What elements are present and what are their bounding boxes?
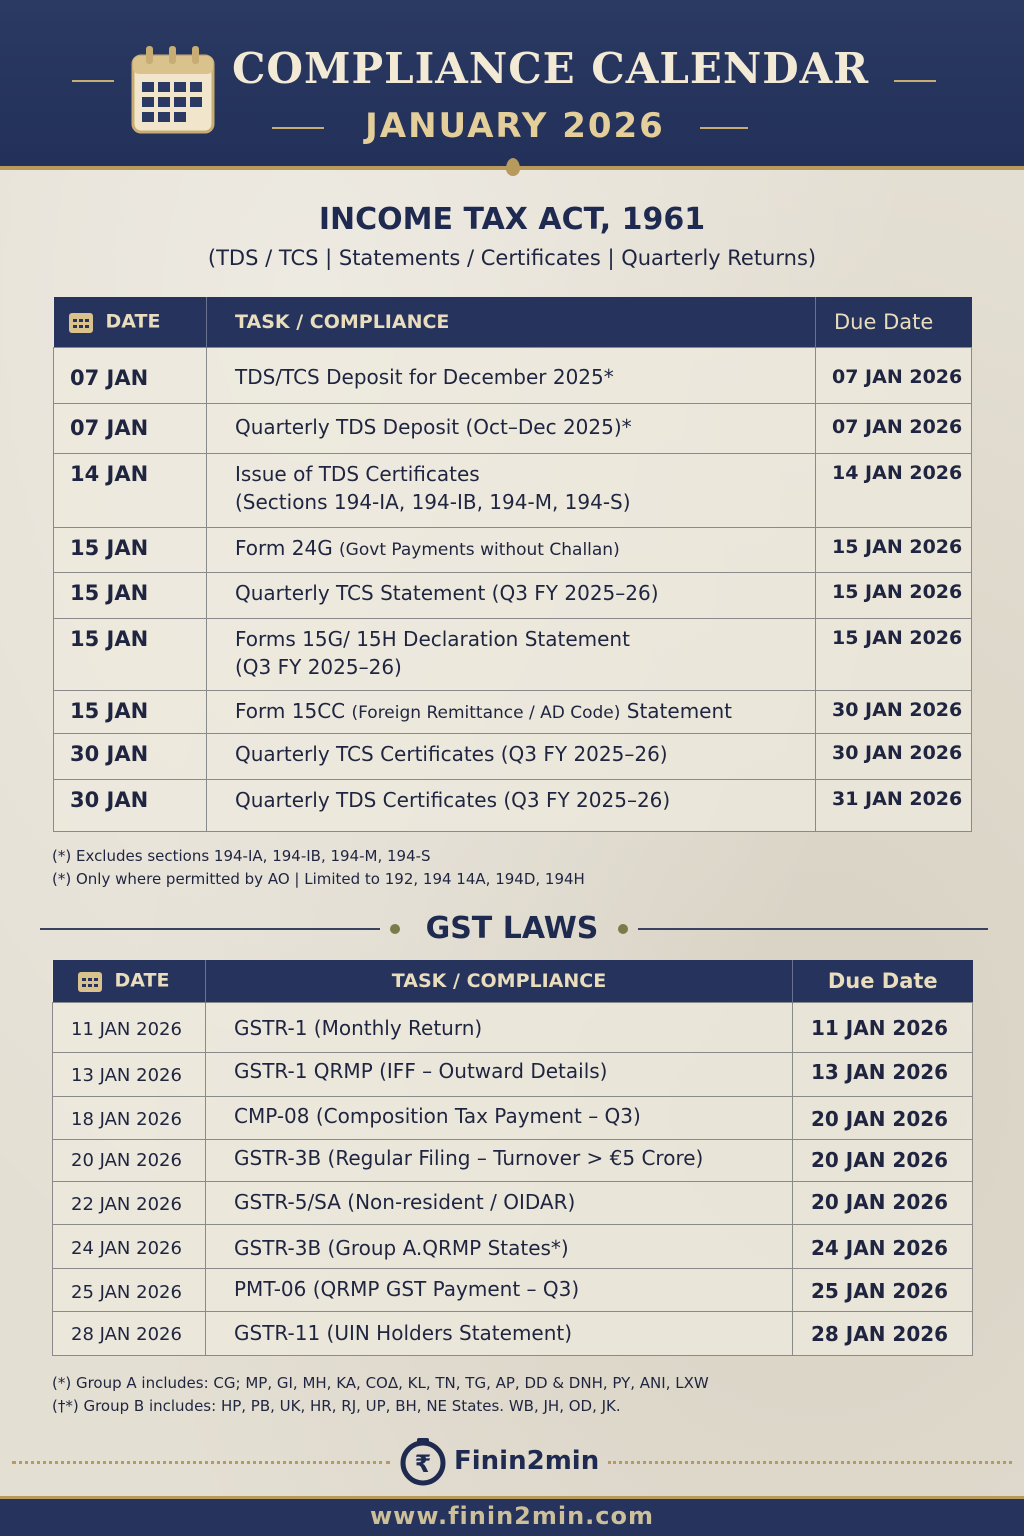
row-due-date: 15 JAN 2026 bbox=[816, 618, 972, 690]
gst-divider-right bbox=[638, 928, 988, 930]
row-due-date: 30 JAN 2026 bbox=[816, 690, 972, 733]
table-row bbox=[54, 403, 972, 453]
header-drop-ornament bbox=[506, 158, 520, 176]
row-due-date: 28 JAN 2026 bbox=[793, 1311, 973, 1355]
header-rule-right bbox=[894, 80, 936, 82]
row-task: Quarterly TCS Statement (Q3 FY 2025–26) bbox=[207, 572, 816, 618]
row-task-note: (Govt Payments without Challan) bbox=[339, 539, 620, 560]
page-title: COMPLIANCE CALENDAR bbox=[232, 44, 870, 93]
table-row bbox=[53, 1268, 973, 1311]
row-date: 13 JAN 2026 bbox=[53, 1052, 206, 1096]
row-task bbox=[207, 527, 816, 572]
row-task-suffix: Statement bbox=[626, 698, 732, 723]
table-row bbox=[53, 1311, 973, 1355]
row-task: GSTR-11 (UIN Holders Statement) bbox=[206, 1311, 793, 1355]
row-due-date: 15 JAN 2026 bbox=[816, 572, 972, 618]
header-rule-left bbox=[72, 80, 114, 82]
brand-name: Finin2min bbox=[454, 1446, 600, 1476]
row-date: 07 JAN bbox=[54, 347, 207, 403]
row-task: GSTR-1 (Monthly Return) bbox=[206, 1002, 793, 1052]
row-due-date: 11 JAN 2026 bbox=[793, 1002, 973, 1052]
income-tax-title: INCOME TAX ACT, 1961 bbox=[318, 202, 706, 237]
row-date: 07 JAN bbox=[54, 403, 207, 453]
table-row bbox=[53, 1224, 973, 1268]
footnote: (*) Excludes sections 194-IA, 194-IB, 194-M, 194-S bbox=[52, 847, 431, 865]
row-date: 30 JAN bbox=[54, 779, 207, 831]
subtitle-rule-right bbox=[700, 127, 748, 129]
row-due-date: 14 JAN 2026 bbox=[816, 453, 972, 527]
row-due-date: 24 JAN 2026 bbox=[793, 1224, 973, 1268]
row-task: Quarterly TDS Deposit (Oct–Dec 2025)* bbox=[207, 403, 816, 453]
table-row bbox=[53, 1139, 973, 1181]
table-row bbox=[54, 779, 972, 831]
row-date: 14 JAN bbox=[54, 453, 207, 527]
row-task-main: Form 24G bbox=[235, 535, 333, 560]
income-tax-table bbox=[53, 297, 972, 832]
row-task-note: (Foreign Remittance / AD Code) bbox=[351, 702, 621, 723]
column-header-date bbox=[54, 297, 207, 347]
table-row bbox=[54, 453, 972, 527]
gst-notes bbox=[52, 1372, 709, 1418]
column-header-date bbox=[53, 960, 206, 1002]
row-date: 18 JAN 2026 bbox=[53, 1096, 206, 1139]
row-task: GSTR-5/SA (Non-resident / OIDAR) bbox=[206, 1181, 793, 1224]
column-header-task: TASK / COMPLIANCE bbox=[207, 297, 816, 347]
calendar-icon bbox=[130, 44, 216, 134]
column-label: DATE bbox=[114, 969, 170, 992]
row-task-line: Issue of TDS Certificates bbox=[235, 461, 480, 486]
row-due-date: 07 JAN 2026 bbox=[816, 347, 972, 403]
row-due-date: 20 JAN 2026 bbox=[793, 1139, 973, 1181]
subtitle-rule-left bbox=[272, 127, 324, 129]
finin2min-logo-icon bbox=[398, 1436, 448, 1486]
row-task: PMT-06 (QRMP GST Payment – Q3) bbox=[206, 1268, 793, 1311]
table-row bbox=[54, 572, 972, 618]
footnote: (*) Only where permitted by AO | Limited to 192, 194 14A, 194D, 194H bbox=[52, 870, 585, 888]
table-row bbox=[53, 1052, 973, 1096]
row-date: 22 JAN 2026 bbox=[53, 1181, 206, 1224]
table-header-row bbox=[53, 960, 973, 1002]
table-row bbox=[53, 1181, 973, 1224]
row-task: Quarterly TDS Certificates (Q3 FY 2025–26) bbox=[207, 779, 816, 831]
footnote: (*) Group A includes: CG; MP, GI, MH, KA, COΔ, KL, TN, TG, AP, DD & DNH, PY, ANI, LXW bbox=[52, 1374, 709, 1392]
row-date: 15 JAN bbox=[54, 527, 207, 572]
row-task: CMP-08 (Composition Tax Payment – Q3) bbox=[206, 1096, 793, 1139]
footnote: (†*) Group B includes: HP, PB, UK, HR, RJ, UP, BH, NE States. WB, JH, OD, JK. bbox=[52, 1397, 621, 1415]
row-task: TDS/TCS Deposit for December 2025* bbox=[207, 347, 816, 403]
income-tax-notes bbox=[52, 845, 585, 891]
row-due-date: 20 JAN 2026 bbox=[793, 1181, 973, 1224]
row-task bbox=[207, 618, 816, 690]
calendar-icon bbox=[68, 310, 94, 334]
row-date: 25 JAN 2026 bbox=[53, 1268, 206, 1311]
row-task bbox=[207, 690, 816, 733]
table-row bbox=[53, 1002, 973, 1052]
row-date: 30 JAN bbox=[54, 733, 207, 779]
row-task-line: (Sections 194-IA, 194-IB, 194-M, 194-S) bbox=[235, 489, 631, 514]
row-date: 11 JAN 2026 bbox=[53, 1002, 206, 1052]
row-date: 20 JAN 2026 bbox=[53, 1139, 206, 1181]
gst-divider-dot-right bbox=[618, 924, 628, 934]
row-date: 15 JAN bbox=[54, 618, 207, 690]
row-task-main: Form 15CC bbox=[235, 698, 346, 723]
logo-rupee-symbol: ₹ bbox=[414, 1450, 432, 1478]
table-header-row bbox=[54, 297, 972, 347]
calendar-icon bbox=[77, 969, 103, 993]
row-task: Quarterly TCS Certificates (Q3 FY 2025–26) bbox=[207, 733, 816, 779]
brand-dotted-rule-left bbox=[12, 1461, 390, 1464]
row-due-date: 31 JAN 2026 bbox=[816, 779, 972, 831]
row-date: 15 JAN bbox=[54, 572, 207, 618]
table-row bbox=[54, 733, 972, 779]
row-due-date: 15 JAN 2026 bbox=[816, 527, 972, 572]
row-due-date: 30 JAN 2026 bbox=[816, 733, 972, 779]
gst-title: GST LAWS bbox=[425, 911, 599, 946]
footer-website-link[interactable]: www.finin2min.com bbox=[369, 1502, 655, 1530]
table-row bbox=[53, 1096, 973, 1139]
row-date: 15 JAN bbox=[54, 690, 207, 733]
row-due-date: 13 JAN 2026 bbox=[793, 1052, 973, 1096]
column-header-due: Due Date bbox=[816, 297, 972, 347]
row-task bbox=[207, 453, 816, 527]
column-header-due: Due Date bbox=[793, 960, 973, 1002]
page-subtitle: JANUARY 2026 bbox=[365, 106, 665, 146]
column-header-task: TASK / COMPLIANCE bbox=[206, 960, 793, 1002]
table-row bbox=[54, 690, 972, 733]
column-label: DATE bbox=[105, 310, 161, 333]
row-due-date: 25 JAN 2026 bbox=[793, 1268, 973, 1311]
income-tax-subtitle: (TDS / TCS | Statements / Certificates | Quarterly Returns) bbox=[207, 246, 817, 270]
table-row bbox=[54, 347, 972, 403]
row-due-date: 20 JAN 2026 bbox=[793, 1096, 973, 1139]
brand-dotted-rule-right bbox=[608, 1461, 1012, 1464]
row-date: 24 JAN 2026 bbox=[53, 1224, 206, 1268]
row-task-line: (Q3 FY 2025–26) bbox=[235, 654, 402, 679]
gst-table bbox=[52, 960, 973, 1356]
table-row bbox=[54, 527, 972, 572]
table-row bbox=[54, 618, 972, 690]
row-task-line: Forms 15G/ 15H Declaration Statement bbox=[235, 626, 630, 651]
row-date: 28 JAN 2026 bbox=[53, 1311, 206, 1355]
row-due-date: 07 JAN 2026 bbox=[816, 403, 972, 453]
row-task: GSTR-3B (Regular Filing – Turnover > €5 Crore) bbox=[206, 1139, 793, 1181]
row-task: GSTR-3B (Group A.QRMP States*) bbox=[206, 1224, 793, 1268]
row-task: GSTR-1 QRMP (IFF – Outward Details) bbox=[206, 1052, 793, 1096]
